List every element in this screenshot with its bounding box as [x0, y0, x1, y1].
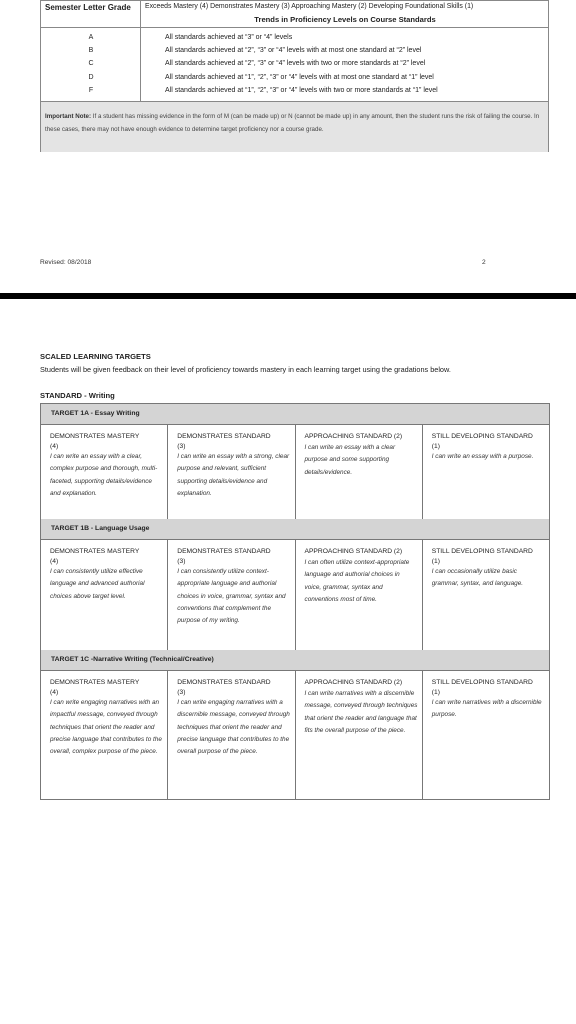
level-description: I can consistently utilize context-appropriate language and authorial choices in voice, grammar, syntax and conventions that complement the purpose of my writing.	[177, 568, 286, 625]
grade-description: All standards achieved at “1”, “2”, “3” or “4” levels with at most one standard at “1” level	[165, 73, 434, 81]
level-score: (3)	[177, 689, 186, 696]
level-label: DEMONSTRATES STANDARD	[177, 433, 271, 440]
grade-rows	[41, 34, 548, 100]
important-note-text: If a student has missing evidence in the form of M (can be made up) or N (cannot be made up) in any amount, then the student runs the risk of failing the course. In these cases, there may not have enough evidence to determine target proficiency nor a course grade.	[45, 113, 540, 133]
grade-letter: B	[88, 47, 94, 55]
grade-description: All standards achieved at “3” or “4” levels	[165, 34, 293, 41]
level-score: (1)	[431, 558, 440, 565]
level-score: (4)	[50, 689, 59, 696]
table-cell	[41, 540, 168, 650]
level-label: STILL DEVELOPING STANDARD	[431, 679, 533, 686]
level-description: I can write narratives with a discernible message, conveyed through techniques that orient the reader and language that fits the overall purpose of the piece.	[304, 690, 418, 734]
revised-date: Revised: 08/2018	[40, 259, 92, 266]
level-description: I can write an essay with a strong, clear purpose and relevant, sufficient supporting details/evidence and explanation.	[177, 453, 290, 497]
level-label: DEMONSTRATES MASTERY	[50, 548, 140, 555]
grade-table-header	[41, 1, 548, 28]
level-description: I can write an essay with a clear purpose and some supporting details/evidence.	[304, 444, 396, 476]
proficiency-levels-line: Exceeds Mastery (4) Demonstrates Mastery (3) Approaching Mastery (2) Developing Foundational Skills (1)	[145, 3, 474, 10]
table-row	[41, 74, 548, 87]
level-score: (1)	[431, 443, 440, 450]
standard-title: STANDARD - Writing	[40, 391, 115, 400]
level-label: DEMONSTRATES STANDARD	[177, 548, 271, 555]
section-intro: Students will be given feedback on their level of proficiency towards mastery in each learning target using the gradations below.	[40, 365, 451, 374]
column-divider	[140, 1, 141, 28]
important-note	[41, 101, 548, 152]
learning-targets-table	[40, 403, 550, 800]
target-block	[41, 650, 549, 799]
table-row	[41, 671, 549, 799]
table-cell	[423, 540, 549, 650]
level-label: DEMONSTRATES MASTERY	[50, 433, 140, 440]
table-cell	[296, 671, 423, 799]
table-row	[41, 425, 549, 519]
level-description: I can write engaging narratives with an impactful message, conveyed through techniques that orient the reader and precise language that contributes to the overall, complex purpose of the piece.	[50, 699, 162, 756]
grade-description: All standards achieved at “2”, “3” or “4” levels with at most one standard at “2” level	[165, 47, 422, 55]
level-label: STILL DEVELOPING STANDARD	[431, 548, 533, 555]
table-row	[41, 540, 549, 650]
table-cell	[168, 425, 295, 519]
target-title: TARGET 1A - Essay Writing	[41, 404, 549, 425]
level-label: APPROACHING STANDARD (2)	[304, 548, 403, 555]
level-label: APPROACHING STANDARD (2)	[304, 679, 403, 686]
table-row	[41, 60, 548, 73]
table-cell	[168, 671, 295, 799]
grade-description: All standards achieved at “2”, “3” or “4” levels with two or more standards at “2” level	[165, 60, 426, 68]
level-score: (3)	[177, 443, 186, 450]
table-row	[41, 87, 548, 100]
table-cell	[296, 540, 423, 650]
level-description: I can often utilize context-appropriate language and authorial choices in voice, grammar, syntax and conventions most of time.	[304, 559, 410, 603]
grade-letter: A	[88, 34, 94, 41]
table-cell	[168, 540, 295, 650]
grade-letter: D	[88, 73, 94, 81]
grade-description: All standards achieved at “1”, “2”, “3” or “4” levels with two or more standards at “1” level	[165, 86, 438, 94]
section-title: SCALED LEARNING TARGETS	[40, 352, 151, 361]
table-row	[41, 34, 548, 47]
level-description: I can write an essay with a purpose.	[431, 453, 534, 460]
target-block	[41, 519, 549, 650]
level-label: APPROACHING STANDARD (2)	[304, 433, 403, 440]
level-label: DEMONSTRATES STANDARD	[177, 679, 271, 686]
grade-letter: C	[88, 60, 94, 68]
grade-trends-table	[40, 0, 549, 152]
level-description: I can occasionally utilize basic grammar, syntax, and language.	[431, 568, 524, 588]
document-page-3	[0, 299, 576, 1024]
document-page-2	[0, 0, 576, 293]
table-cell	[423, 671, 549, 799]
semester-letter-grade-header: Semester Letter Grade	[45, 3, 131, 12]
level-description: I can write engaging narratives with a discernible message, conveyed through techniques that orient the reader and precise language that contributes to the overall purpose of the piece.	[177, 699, 290, 756]
target-block	[41, 404, 549, 519]
page-number: 2	[482, 259, 486, 266]
target-title: TARGET 1B - Language Usage	[41, 519, 549, 540]
table-cell	[41, 671, 168, 799]
level-score: (4)	[50, 558, 59, 565]
level-score: (1)	[431, 689, 440, 696]
level-label: DEMONSTRATES MASTERY	[50, 679, 140, 686]
important-note-label: Important Note:	[45, 113, 92, 120]
level-description: I can write narratives with a discernible purpose.	[431, 699, 542, 719]
level-label: STILL DEVELOPING STANDARD	[431, 433, 533, 440]
table-cell	[41, 425, 168, 519]
target-title: TARGET 1C -Narrative Writing (Technical/Creative)	[41, 650, 549, 671]
level-description: I can write an essay with a clear, complex purpose and thorough, multi-faceted, supporting details/evidence and explanation.	[50, 453, 158, 497]
level-description: I can consistently utilize effective language and advanced authorial choices above target level.	[50, 568, 145, 600]
table-row	[41, 47, 548, 60]
table-cell	[423, 425, 549, 519]
level-score: (4)	[50, 443, 59, 450]
table-cell	[296, 425, 423, 519]
level-score: (3)	[177, 558, 186, 565]
grade-letter: F	[88, 86, 94, 94]
trends-title: Trends in Proficiency Levels on Course Standards	[254, 15, 436, 24]
